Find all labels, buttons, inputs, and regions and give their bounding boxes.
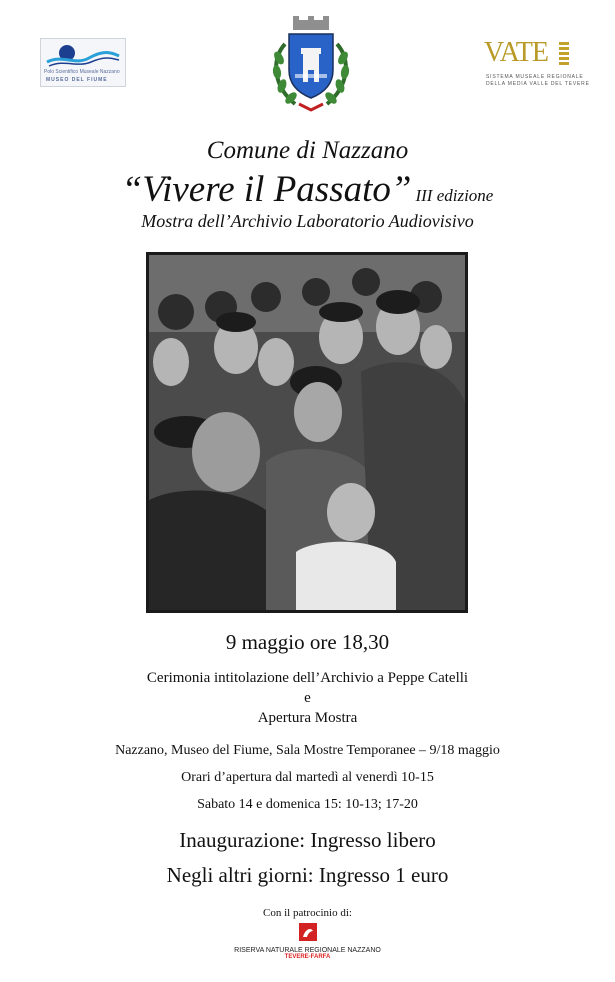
riserva-emblem-icon (299, 923, 317, 941)
exhibition-title-main: “Vivere il Passato” (121, 169, 412, 210)
riserva-name: RISERVA NATURALE REGIONALE NAZZANO (234, 947, 381, 954)
river-wave-icon (45, 42, 121, 68)
patronage-label: Con il patrocinio di: (263, 907, 352, 919)
vate-wordmark: VATE (484, 37, 548, 68)
opening-line: Apertura Mostra (257, 710, 358, 726)
vate-line2: DELLA MEDIA VALLE DEL TEVERE (486, 81, 590, 87)
entry-inauguration: Inaugurazione: Ingresso libero (179, 828, 436, 852)
venue-line: Nazzano, Museo del Fiume, Sala Mostre Temporanee – 9/18 maggio (115, 743, 500, 758)
vate-line1: SISTEMA MUSEALE REGIONALE (486, 74, 584, 80)
riserva-logo (0, 923, 615, 960)
entry-other-days: Negli altri giorni: Ingresso 1 euro (166, 863, 449, 887)
exhibition-subtitle: Mostra dell’Archivio Laboratorio Audiovisivo (141, 211, 474, 231)
event-date: 9 maggio ore 18,30 (225, 630, 390, 654)
logo-left-line2: MUSEO DEL FIUME (46, 77, 108, 83)
hours-weekdays: Orari d’apertura dal martedì al venerdì 10-15 (181, 770, 434, 785)
vate-logo (484, 37, 590, 93)
comune-crest-icon (265, 14, 357, 114)
riserva-sub: TEVERE-FARFA (284, 954, 331, 960)
vate-bars-icon (559, 42, 569, 66)
conjunction-line: e (304, 690, 311, 706)
exhibition-title (0, 168, 615, 211)
ceremony-line: Cerimonia intitolazione dell’Archivio a Peppe Catelli (146, 670, 469, 686)
logo-left-line1: Polo Scientifico Museale Nazzano (44, 69, 120, 75)
hours-weekend: Sabato 14 e domenica 15: 10-13; 17-20 (197, 797, 418, 812)
historic-photo (146, 252, 468, 613)
edition-label: III edizione (415, 186, 494, 205)
museo-del-fiume-logo (40, 38, 126, 87)
comune-heading: Comune di Nazzano (206, 137, 409, 164)
